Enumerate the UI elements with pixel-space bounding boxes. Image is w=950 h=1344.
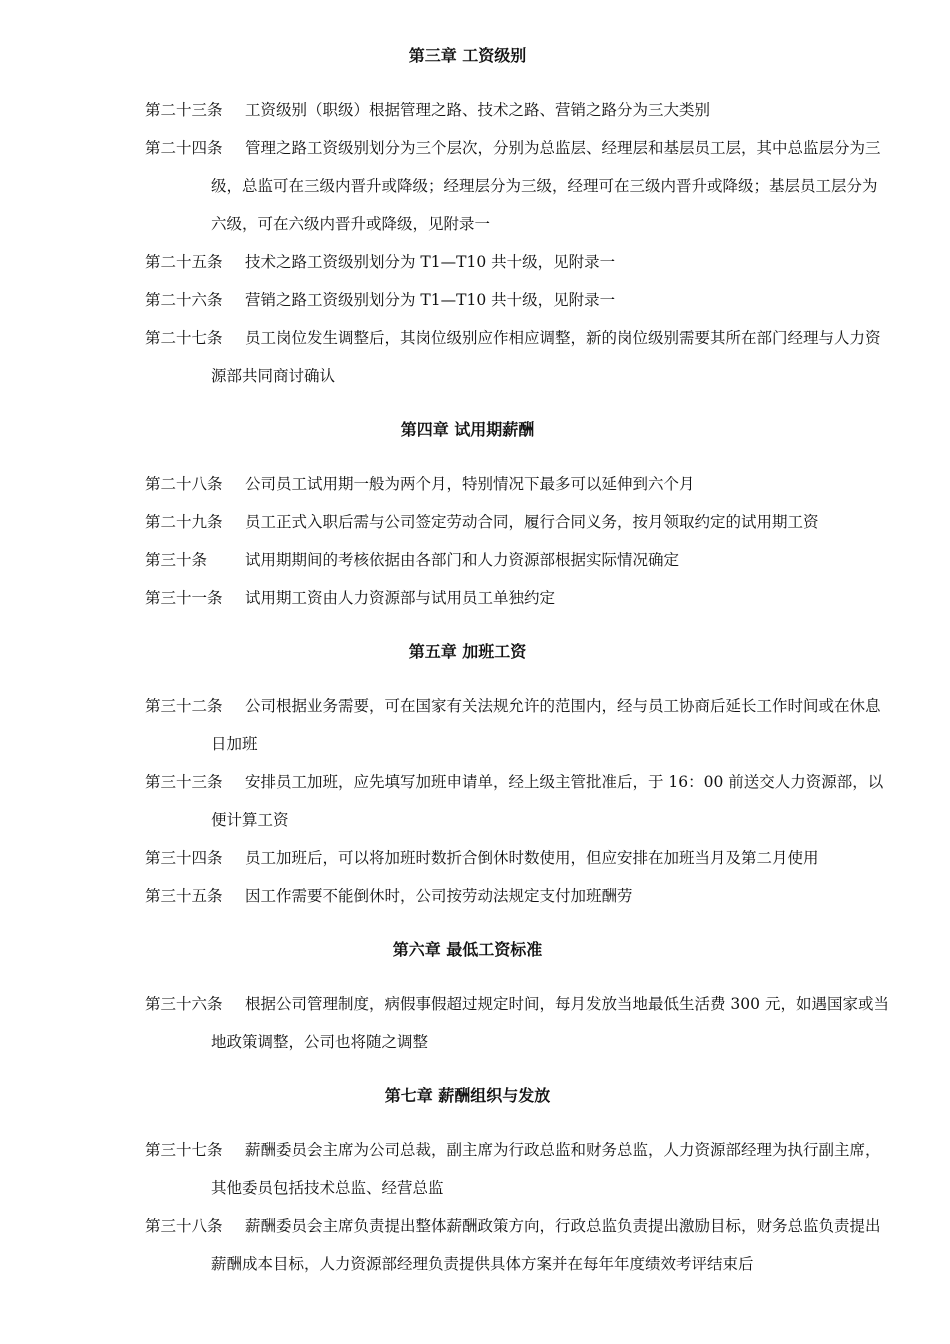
article (145, 465, 890, 503)
article-text: 员工加班后，可以将加班时数折合倒休时数使用，但应安排在加班当月及第二月使用 (245, 849, 819, 867)
article-text: 工资级别（职级）根据管理之路、技术之路、营销之路分为三大类别 (245, 101, 711, 119)
article-paragraph (145, 319, 890, 395)
article-paragraph (145, 91, 710, 129)
article (145, 1131, 890, 1207)
article (145, 503, 890, 541)
article-number: 第三十条 (145, 551, 208, 569)
article-text: 试用期工资由人力资源部与试用员工单独约定 (245, 589, 556, 607)
article (145, 541, 890, 579)
article-paragraph (145, 1207, 890, 1283)
chapter-title: 第七章 薪酬组织与发放 (384, 1086, 551, 1105)
article-paragraph (145, 503, 819, 541)
article-number: 第三十八条 (145, 1217, 223, 1235)
chapter-title: 第四章 试用期薪酬 (400, 420, 535, 439)
chapter-section (145, 936, 890, 1061)
article-paragraph (145, 281, 615, 319)
article-number: 第三十六条 (145, 995, 223, 1013)
article-paragraph (145, 877, 633, 915)
chapter-section (145, 638, 890, 915)
article-text: 安排员工加班，应先填写加班申请单，经上级主管批准后，于 16：00 前送交人力资源部，以便计算工资 (211, 773, 884, 829)
article-number: 第三十七条 (145, 1141, 223, 1159)
article-number: 第三十四条 (145, 849, 223, 867)
article-number: 第三十一条 (145, 589, 223, 607)
article-text: 公司员工试用期一般为两个月，特别情况下最多可以延伸到六个月 (245, 475, 695, 493)
article-text: 管理之路工资级别划分为三个层次，分别为总监层、经理层和基层员工层，其中总监层分为三级，总监可在三级内晋升或降级；经理层分为三级，经理可在三级内晋升或降级；基层员工层分为六级，可在六级内晋升或降级，见附录一 (211, 139, 881, 233)
article-paragraph (145, 763, 890, 839)
article (145, 687, 890, 763)
article-paragraph (145, 985, 890, 1061)
article-text: 员工正式入职后需与公司签定劳动合同，履行合同义务，按月领取约定的试用期工资 (245, 513, 819, 531)
chapter-section (145, 1082, 890, 1283)
article (145, 579, 890, 617)
article (145, 1207, 890, 1283)
article-number: 第二十三条 (145, 101, 223, 119)
article (145, 839, 890, 877)
article-number: 第二十四条 (145, 139, 223, 157)
article-text: 薪酬委员会主席负责提出整体薪酬政策方向，行政总监负责提出激励目标，财务总监负责提出薪酬成本目标，人力资源部经理负责提供具体方案并在每年年度绩效考评结束后 (211, 1217, 881, 1273)
article-number: 第二十九条 (145, 513, 223, 531)
article-number: 第二十八条 (145, 475, 223, 493)
article-number: 第三十二条 (145, 697, 223, 715)
article-paragraph (145, 579, 555, 617)
article-number: 第三十五条 (145, 887, 223, 905)
article-text: 技术之路工资级别划分为 T1—T10 共十级，见附录一 (245, 253, 616, 271)
article-number: 第二十五条 (145, 253, 223, 271)
article-text: 员工岗位发生调整后，其岗位级别应作相应调整，新的岗位级别需要其所在部门经理与人力资源部共同商讨确认 (211, 329, 881, 385)
article-text: 公司根据业务需要，可在国家有关法规允许的范围内，经与员工协商后延长工作时间或在休息日加班 (211, 697, 881, 753)
article (145, 281, 890, 319)
article-paragraph (145, 243, 615, 281)
chapter-title: 第三章 工资级别 (408, 46, 527, 65)
article (145, 319, 890, 395)
article-text: 试用期期间的考核依据由各部门和人力资源部根据实际情况确定 (245, 551, 680, 569)
article-text: 根据公司管理制度，病假事假超过规定时间，每月发放当地最低生活费 300 元，如遇国家或当地政策调整，公司也将随之调整 (211, 995, 889, 1051)
article-number: 第三十三条 (145, 773, 223, 791)
article (145, 763, 890, 839)
article-text: 薪酬委员会主席为公司总裁，副主席为行政总监和财务总监，人力资源部经理为执行副主席，其他委员包括技术总监、经营总监 (211, 1141, 881, 1197)
article (145, 243, 890, 281)
article-paragraph (145, 687, 890, 763)
article-number: 第二十七条 (145, 329, 223, 347)
article-number: 第二十六条 (145, 291, 223, 309)
article-text: 因工作需要不能倒休时，公司按劳动法规定支付加班酬劳 (245, 887, 633, 905)
chapter-title: 第六章 最低工资标准 (392, 940, 543, 959)
chapter-section (145, 416, 890, 617)
article (145, 129, 890, 243)
article-paragraph (145, 839, 819, 877)
article-text: 营销之路工资级别划分为 T1—T10 共十级，见附录一 (245, 291, 616, 309)
article-paragraph (145, 541, 679, 579)
article (145, 877, 890, 915)
article (145, 91, 890, 129)
article-paragraph (145, 465, 695, 503)
article (145, 985, 890, 1061)
chapter-section (145, 42, 890, 395)
article-paragraph (145, 129, 890, 243)
article-paragraph (145, 1131, 890, 1207)
chapter-title: 第五章 加班工资 (408, 642, 527, 661)
